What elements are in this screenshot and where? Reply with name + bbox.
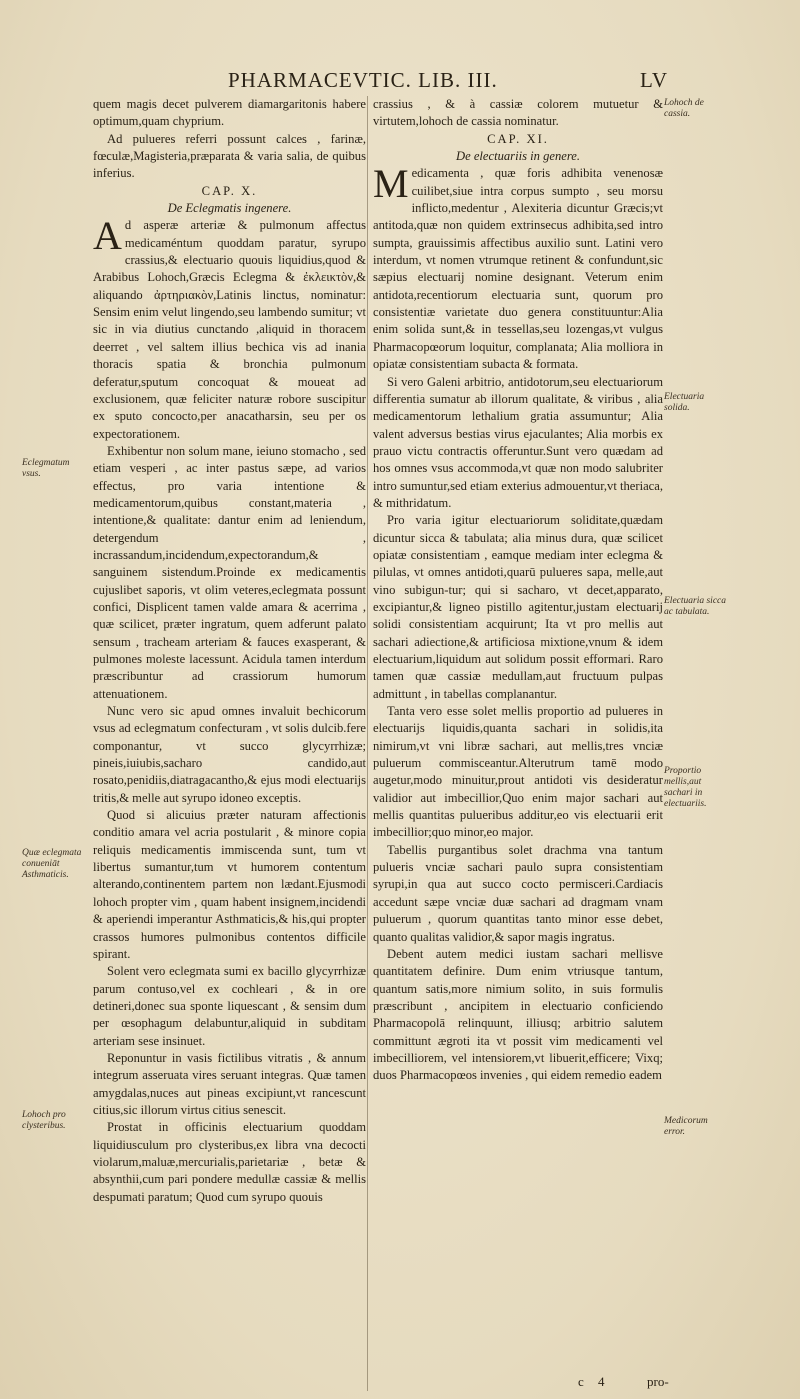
margin-note: Electuaria solida.: [664, 392, 705, 413]
paragraph: Prostat in officinis electuarium quoddam liquidiusculum pro clysteribus,ex libra vna decocti violarum,maluæ,mercurialis,parietariæ , betæ & absynthii,cum pari pondere medullæ cassiæ & mellis despumati paratum; Quod cum syrupo quouis: [93, 1120, 366, 1204]
margin-note: Lohoch de cassia.: [664, 98, 704, 119]
margin-note: Quæ eclegmata conueniāt Asthmaticis.: [22, 848, 82, 880]
paragraph: crassius , & à cassiæ colorem mutuetur & virtutem,lohoch de cassia nominatur.: [373, 97, 663, 129]
page-header: [0, 68, 800, 94]
signature-mark: c: [578, 1374, 584, 1389]
margin-note: Lohoch pro clysteribus.: [22, 1110, 66, 1131]
signature-number: 4: [598, 1374, 605, 1389]
running-title: PHARMACEVTIC. LIB. III.: [228, 68, 498, 92]
drop-cap-letter: M: [373, 161, 409, 207]
paragraph: quem magis decet pulverem diamargaritonis habere optimum,quam chyprium.: [93, 97, 366, 129]
chapter-heading: CAP. X.: [201, 183, 258, 198]
folio-number: LV: [640, 68, 669, 92]
margin-note: Proportio mellis,aut sachari in electuariis.: [664, 766, 707, 809]
margin-note: Eclegmatum vsus.: [22, 458, 70, 479]
column-divider: [367, 96, 368, 1391]
paragraph: Nunc vero sic apud omnes invaluit bechicorum vsus ad eclegmatum confecturam , vt solis dulcib.fere componantur, vt succo glycyrrhizæ; pineis,iuiubis,sacharo candido,aut rosato,penidiis,diatragacantho,& ejus modi electuarijs tritis,& melle aut syrupo idoneo exceptis.: [93, 704, 366, 805]
chapter-heading: CAP. XI.: [487, 131, 549, 146]
right-column: [373, 96, 663, 1085]
paragraph: Pro varia igitur electuariorum soliditate,quædam dicuntur sicca & tabulata; alia minus dura, quæ scilicet opiatæ consistentiam , eamque mediam inter eclegma & pilulas, vt omnes antidoti,quarū pulueres sapa, melle,aut vino subigun-tur; qui si sacharo, vt decet,apparato, excipiantur,& ligneo pistillo agitentur,justam electuarij solidi consistentiam acquirunt; Ita vt pro mellis aut sachari adiectione,& artificiosa mixtione,vnum & idem electuarium,liquidum aut solidum possit efformari. Raro tamen quæ cassiæ medullam,aut fructuum pulpas admittunt , in tabellas complanantur.: [373, 513, 663, 701]
paragraph-drop-cap: [93, 213, 366, 442]
paragraph: Ad pulueres referri possunt calces , farinæ, fœculæ,Magisteria,præparata & varia salia, de quibus inferius.: [93, 131, 366, 181]
catchword: pro-: [647, 1374, 669, 1389]
paragraph: Solent vero eclegmata sumi ex bacillo glycyrrhizæ parum contuso,vel ex cochleari , & in ore detineri,donec sua sponte liquescant , & sensim dum per œsophagum delabuntur,aliquid in subditam arteriam sese insinuet.: [93, 964, 366, 1048]
paragraph: Exhibentur non solum mane, ieiuno stomacho , sed etiam vesperi , ac inter pastus sæpe, ad varios effectus, pro varia intentione & medicamentorum,quibus constant,materia , intentione,& qualitate: dantur enim ad leniendum, detergendum , incrassandum,incidendum,expectorandum,& sanguinem sistendum.Proinde ex medicamentis cujuslibet saporis, vt olim veteres,eclegmata possunt confici, Displicent tamen valde amara & acerrima , quæ scilicet, præter ingratum, quem adferunt palato sensum , tracheam arteriam & fauces exasperant, & pulmones moleste lacessunt. Acidula tamen interdum præscribuntur ad crassiorum humorum attenuationem.: [93, 443, 366, 701]
paragraph: Tanta vero esse solet mellis proportio ad pulueres in electuarijs liquidis,quanta sachari in solidis,ita nimirum,vt vni libræ sachari, aut mellis,tres vnciæ puluerum commisceantur.Alterutrum tamē modo augetur,modo minuitur,prout antidoti vis desideratur validior aut imbecillior,Quo enim major sachari aut mellis quantitas pulueribus additur,eo vis electuarii erit imbecillior;quo minor,eo major.: [373, 704, 663, 840]
margin-note: Medicorum error.: [664, 1116, 708, 1137]
drop-cap-letter: A: [93, 213, 122, 259]
paragraph: Debent autem medici iustam sachari mellisve quantitatem definire. Dum enim vtriusque tantum, quantum satis,more nimium solito, in suis formulis præscribunt , ancipitem in electuario conficiendo Pharmacopolā relinquunt, illiusq; arbitrio salutem committunt ægroti ita vt possit vim medicamenti vel imbecilliorem, vel intensiorem,vt libuerit,efficere; Vixq; duos Pharmacopœos invenies , qui eidem remedio eadem: [373, 946, 663, 1083]
paragraph: Quod si alicuius præter naturam affectionis conditio amara vel acria postularit , & minore copia reliquis medicamentis immiscenda sunt, tum vt libertus sumantur,tum vt humorem contentum alterando,continentem partem non lædant.Ejusmodi lohoch propter vim , quam habent insignem,incidendi & aperiendi imperantur Asthmaticis,& his,qui propter crassos humores pulmonibus contentos difficile spirant.: [93, 808, 366, 961]
paragraph-drop-cap: [373, 161, 663, 373]
drop-cap-paragraph-text: edicamenta , quæ foris adhibita venenosæ cuilibet,siue intra corpus sumpto , seu morsu inflicto,medentur , Alexiteria dicuntur Græcis;vt antitoda,quæ non quidem extrinsecus adhibita,sed intro sumpta, grauissimis affectibus auxilio sunt. Latini vero interdum, vt nomen vtrumque retinent & confundunt,sic sæpius electuarij nomine designant. Veterum enim antidota,recentiorum electuaria sunt, quorum pro consistentiæ varietate duo genera constituuntur:Alia enim solida sunt,& in tessellas,seu lozengas,vt vulgus Pharmacopœorum loquitur, complanata; Alia molliora in opiatæ consistentiam subacta & formata.: [373, 166, 663, 372]
paragraph: Reponuntur in vasis fictilibus vitratis , & annum integrum asseruata vires seruant integras. Quæ tamen amygdalas,nuces aut pineas excipiunt,vt rancescunt citius,sic illorum virtus citius senescit.: [93, 1050, 366, 1117]
chapter-subtitle: De Eclegmatis ingenere.: [167, 201, 292, 216]
paragraph: Si vero Galeni arbitrio, antidotorum,seu electuariorum differentia sumatur ab illorum qualitate, & viribus , alia medicamentorum lethalium gratia assumuntur; Alia valent adversus bestias virus ejaculantes; Alia morbis ex prauo victu contractis offeruntur.Sunt vero quædam ad hos omnes vsus accommoda,vt quæ non modo salubriter intro sumuntur,sed etiam exterius admouentur,vt theriaca, & mithridatum.: [373, 374, 663, 510]
paragraph: Tabellis purgantibus solet drachma vna tantum pulueris vnciæ sachari paulo supra consistentiam syrupi,in qua aut succo cocto permisceri.Cardiacis accedunt sæpe vnciæ duæ sachari ad dragmam vnam puluerum , quorum quantitas tanto minor esse debet, quanto qualitas validior,& sapor magis ingratus.: [373, 842, 663, 944]
chapter-subtitle: De electuariis in genere.: [455, 149, 581, 164]
margin-note: Electuaria sicca ac tabulata.: [664, 596, 726, 617]
drop-cap-paragraph-text: d asperæ arteriæ & pulmonum affectus medicaméntum quoddam paratur, syrupo crassius,& electuario quouis liquidius,quod & Arabibus Lohoch,Græcis Eclegma & ἐκλεικτὸν,& aliquando ἀρτηριακὸν,Latinis linctus, nominatur: Sensim enim velut lingendo,seu lambendo sumitur; vt sic in via diutius cunctando ,aliquid in thoracem deerret , vel saltem illius bechica vis ad inania thoracis spatia & bronchia pulmonum deferatur,sputum concoquat & moueat ad exclusionem, quæ feliciter naturæ robore suscipitur ex sputo concocto,per anacatharsin, seu per os expectorationem.: [93, 218, 366, 441]
left-column: [93, 96, 366, 1206]
